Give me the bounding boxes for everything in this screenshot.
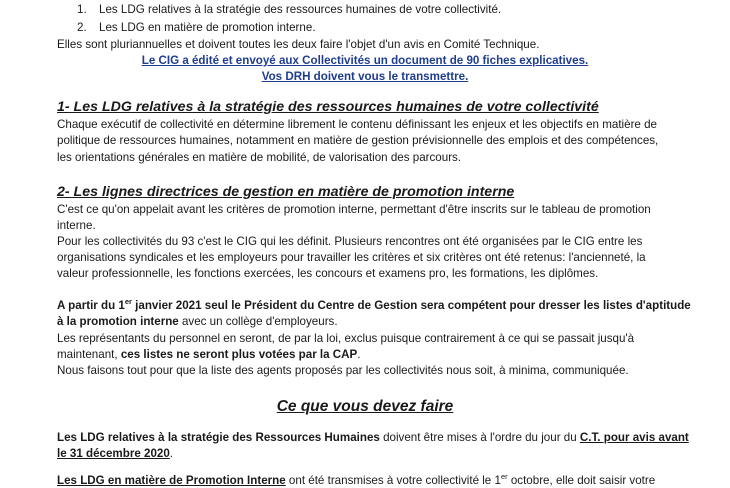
text-part: octobre, elle doit saisir votre	[507, 474, 656, 487]
bold-underlined-text: Les LDG en matière de Promotion Interne	[57, 474, 286, 487]
representatives-line	[57, 347, 361, 362]
bold-text: Les LDG relatives à la stratégie des Ressources Humaines	[57, 431, 380, 444]
text-part: .	[357, 348, 361, 361]
bold-underlined-text: C.T. pour avis avant	[579, 431, 689, 444]
section-2-line: organisations syndicales et les employeurs pour travailler les critères et six critères ont été retenus: l'ancienneté, la	[57, 251, 646, 264]
bold-underlined-text: le 31 décembre 2020	[57, 447, 170, 460]
section-2-line: C'est ce qu'on appelait avant les critères de promotion interne, permettant d'être inscrits sur le tableau de promotion	[57, 203, 651, 216]
list-item	[77, 20, 316, 35]
section-1-line: les orientations générales en matière de mobilité, de valorisation des parcours.	[57, 151, 462, 164]
section-2-line: interne.	[57, 219, 96, 232]
notice-line-2: Vos DRH doivent vous le transmettre.	[261, 70, 469, 83]
todo-line	[57, 430, 689, 445]
notice-line-1: Le CIG a édité et envoyé aux Collectivités un document de 90 fiches explicatives.	[141, 54, 589, 67]
text-part: ont été transmises à votre collectivité le 1	[285, 474, 501, 487]
text-part: .	[169, 447, 174, 460]
section-1-line: Chaque exécutif de collectivité en détermine librement le contenu définissant les enjeux et les objectifs en matière de	[57, 118, 657, 131]
section-2-line: valeur professionnelle, les fonctions exercées, les concours et examens pro, les formations, les diplômes.	[57, 267, 599, 280]
text-part: doivent être mises à l'ordre du jour du	[379, 431, 580, 444]
list-number: 1.	[77, 3, 87, 16]
list-text: Les LDG en matière de promotion interne.	[99, 21, 316, 34]
bold-text: à la promotion interne	[57, 315, 179, 328]
todo-line	[57, 473, 655, 488]
list-number: 2.	[77, 21, 87, 34]
list-text: Les LDG relatives à la stratégie des ressources humaines de votre collectivité.	[99, 3, 502, 16]
section-1-heading: 1- Les LDG relatives à la stratégie des ressources humaines de votre collectivité	[57, 99, 599, 115]
text-part: janvier 2021 seul le Président du Centre de Gestion sera compétent pour dresser les listes d'aptitude	[131, 299, 691, 312]
section-3-heading: Ce que vous devez faire	[276, 398, 454, 415]
representatives-line: Les représentants du personnel en seront, de par la loi, exclus puisque contrairement à ce qui se passait jusqu'à	[57, 332, 635, 345]
intro-line: Elles sont pluriannuelles et doivent toutes les deux faire l'objet d'un avis en Comité Technique.	[57, 38, 540, 51]
list-item	[77, 2, 501, 17]
section-2-line: Pour les collectivités du 93 c'est le CIG qui les définit. Plusieurs rencontres ont été organisées par le CIG entre les	[57, 235, 643, 248]
text-part: maintenant,	[57, 348, 121, 361]
text-part: avec un collège d'employeurs.	[178, 315, 338, 328]
president-paragraph-line	[57, 298, 691, 313]
todo-line	[57, 446, 173, 461]
section-1-line: politique de ressources humaines, notamment en matière de gestion prévisionnelle des emplois et des compétences,	[57, 134, 659, 147]
text-part: A partir du 1	[57, 299, 125, 312]
bold-text: ces listes ne seront plus votées par la CAP	[120, 348, 358, 361]
president-paragraph-line	[57, 314, 338, 329]
section-2-heading: 2- Les lignes directrices de gestion en matière de promotion interne	[57, 184, 515, 200]
closing-line: Nous faisons tout pour que la liste des agents proposés par les collectivités nous soit, à minima, communiquée.	[57, 364, 629, 377]
superscript: er	[124, 297, 132, 307]
superscript: er	[500, 472, 508, 482]
